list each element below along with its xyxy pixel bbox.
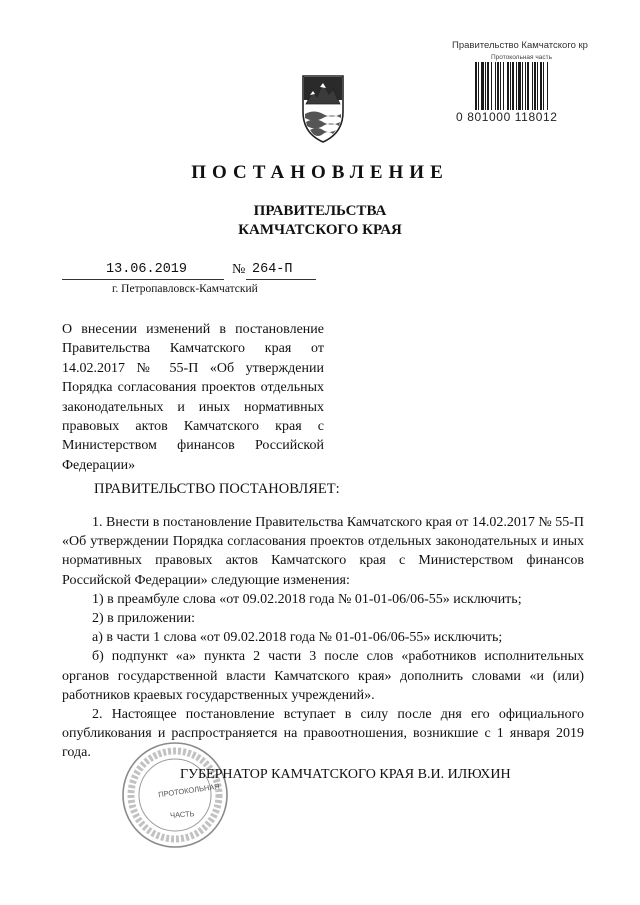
document-subject: О внесении изменений в постановление Правительства Камчатского края от 14.02.2017 № 55-П «Об утверждении Порядка согласования проектов отдельных законодательных и иных нормативных правовых актов Камчатского края с Министерством финансов Российской Федерации» (62, 322, 324, 473)
issuer-line-1: ПРАВИТЕЛЬСТВА (253, 203, 387, 219)
date-underline (62, 279, 224, 280)
organization-mark: Правительство Камчатского кр (452, 40, 588, 51)
stamp-text: ЧАСТЬ (169, 809, 195, 820)
body-paragraph: б) подпункт «а» пункта 2 части 3 после слов «работников исполнительных органов государственной власти Камчатского края» дополнить словами «и (или) работников краевых государственных учреждений». (62, 649, 584, 703)
body-paragraph: а) в части 1 слова «от 09.02.2018 года № 01-01-06/06-55» исключить; (92, 630, 503, 646)
signature-line: ГУБЕРНАТОР КАМЧАТСКОГО КРАЯ В.И. ИЛЮХИН (180, 767, 511, 782)
document-date: 13.06.2019 (106, 262, 188, 277)
decree-heading: ПРАВИТЕЛЬСТВО ПОСТАНОВЛЯЕТ: (94, 481, 340, 497)
document-number: 264-П (252, 262, 293, 277)
number-underline (246, 279, 316, 280)
place-of-issue: г. Петропавловск-Камчатский (112, 283, 258, 295)
barcode-caption: Протокольная часть (491, 54, 552, 61)
document-type-title: ПОСТАНОВЛЕНИЕ (191, 162, 449, 183)
issuer-line-2: КАМЧАТСКОГО КРАЯ (238, 222, 402, 238)
body-paragraph: 1. Внести в постановление Правительства Камчатского края от 14.02.2017 № 55-П «Об утверждении Порядка согласования проектов отдельных законодательных и иных нормативных правовых актов Камчатского края с Министерством финансов Российской Федерации» следующие изменения: (62, 515, 584, 588)
body-paragraph: 2) в приложении: (92, 611, 195, 627)
barcode-number: 0 801000 118012 (456, 110, 558, 124)
body-paragraph: 1) в преамбуле слова «от 09.02.2018 года № 01-01-06/06-55» исключить; (92, 591, 522, 607)
stamp-text: ПРОТОКОЛЬНАЯ (157, 781, 221, 800)
barcode (474, 54, 600, 118)
document-body (62, 513, 584, 763)
coat-of-arms-icon (300, 74, 346, 144)
body-paragraph: 2. Настоящее постановление вступает в силу после дня его официального опубликования и распространяется на правоотношения, возникшие с 1 января 2019 года. (62, 707, 584, 761)
number-sign: № (232, 262, 246, 277)
